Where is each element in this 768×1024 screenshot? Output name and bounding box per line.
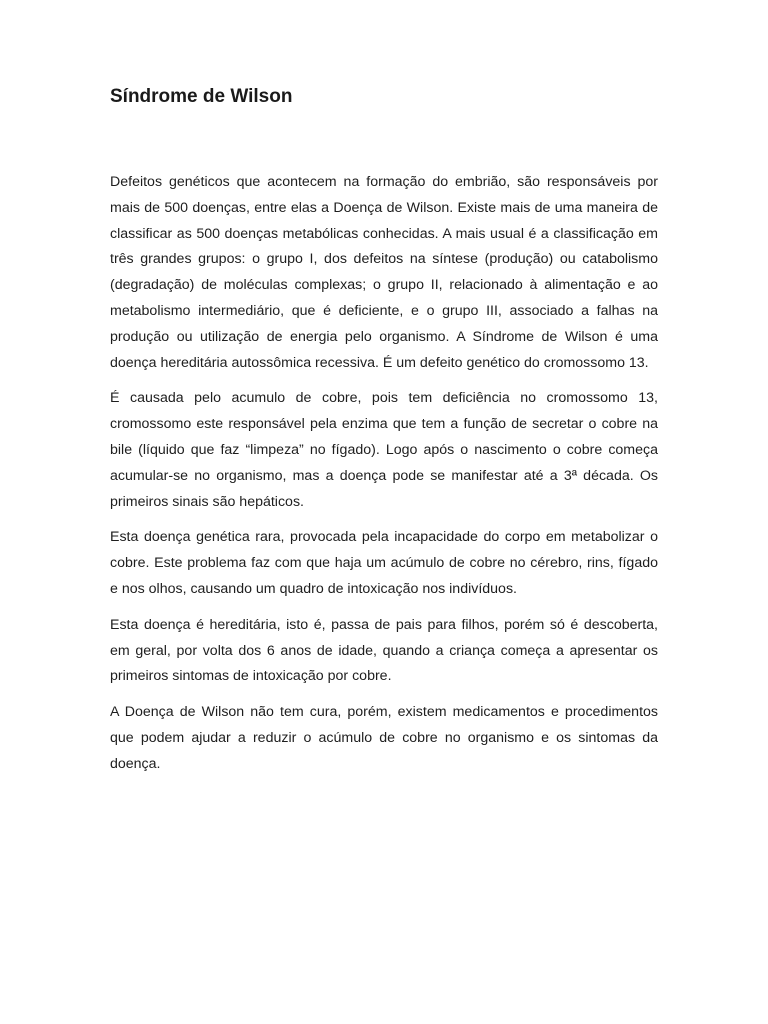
paragraph-3: Esta doença genética rara, provocada pela incapacidade do corpo em metabolizar o cobre. Este problema faz com que haja um acúmulo de cobre no cérebro, rins, fígado e nos olhos, causando um quadro de intoxicação nos indivíduos.	[110, 529, 658, 597]
paragraph-5: A Doença de Wilson não tem cura, porém, existem medicamentos e procedimentos que podem ajudar a reduzir o acúmulo de cobre no organismo e os sintomas da doença.	[110, 704, 658, 772]
document-body	[110, 170, 658, 778]
paragraph-4: Esta doença é hereditária, isto é, passa de pais para filhos, porém só é descoberta, em geral, por volta dos 6 anos de idade, quando a criança começa a apresentar os primeiros sintomas de intoxicação por cobre.	[110, 616, 658, 685]
document-title: Síndrome de Wilson	[110, 86, 293, 107]
paragraph-2: É causada pelo acumulo de cobre, pois tem deficiência no cromossomo 13, cromossomo este responsável pela enzima que tem a função de secretar o cobre na bile (líquido que faz “limpeza” no fígado). Logo após o nascimento o cobre começa acumular-se no organismo, mas a doença pode se manifestar até a 3ª década. Os primeiros sinais são hepáticos.	[110, 390, 658, 510]
document-page	[110, 84, 658, 788]
paragraph-1: Defeitos genéticos que acontecem na formação do embrião, são responsáveis por mais de 500 doenças, entre elas a Doença de Wilson. Existe mais de uma maneira de classificar as 500 doenças metabólicas conhecidas. A mais usual é a classificação em três grandes grupos: o grupo I, dos defeitos na síntese (produção) ou catabolismo (degradação) de moléculas complexas; o grupo II, relacionado à alimentação e ao metabolismo intermediário, que é deficiente, e o grupo III, associado a falhas na produção ou utilização de energia pelo organismo. A Síndrome de Wilson é uma doença hereditária autossômica recessiva. É um defeito genético do cromossomo 13.	[110, 174, 658, 371]
